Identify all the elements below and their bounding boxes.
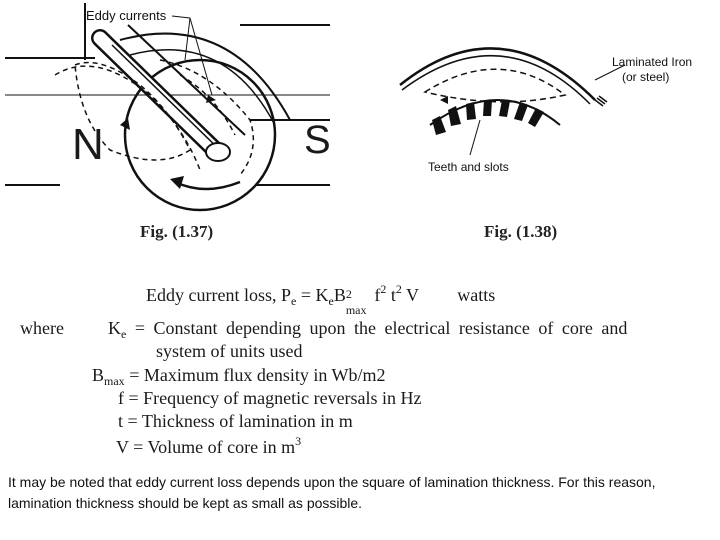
formula-b-sub: max — [345, 303, 367, 317]
def-f: f = Frequency of magnetic reversals in Hz — [118, 388, 422, 408]
def-v-sup: 3 — [295, 434, 302, 448]
def-ke — [108, 318, 627, 342]
formula-t-sup: 2 — [395, 282, 402, 296]
or-steel-label: (or steel) — [622, 70, 670, 84]
formula-pe: P — [280, 285, 291, 305]
formula-ke: K — [315, 285, 329, 305]
formula-t: t — [390, 285, 396, 305]
def-t: t = Thickness of lamination in m — [118, 411, 353, 431]
formula-ke-sub: e — [328, 294, 334, 308]
fig-1-37-caption: Fig. (1.37) — [140, 222, 214, 241]
def-bmax-text: = Maximum flux density in Wb/m2 — [129, 365, 386, 385]
def-bmax — [92, 365, 386, 389]
fig-1-38-caption: Fig. (1.38) — [484, 222, 558, 241]
formula-b: B — [333, 285, 346, 305]
def-v — [116, 434, 301, 458]
laminated-iron-label: Laminated Iron — [612, 55, 693, 69]
def-bmax-sub: max — [104, 374, 125, 388]
def-bmax-symbol: B — [92, 365, 105, 385]
pole-n-label: N — [72, 120, 104, 169]
def-v-text: V = Volume of core in m — [116, 437, 296, 457]
figure-1-38 — [390, 20, 693, 170]
teeth-slots-label: Teeth and slots — [428, 160, 509, 174]
formula-unit: watts — [457, 285, 496, 305]
formula-pe-sub: e — [291, 294, 297, 308]
formula-eq: = — [300, 285, 311, 305]
formula-f-sup: 2 — [380, 282, 387, 296]
formula-f: f — [374, 285, 381, 305]
eddy-currents-label: Eddy currents — [86, 8, 167, 23]
pole-s-label: S — [304, 118, 331, 162]
formula-v: V — [406, 285, 419, 305]
eddy-loss-formula — [146, 282, 496, 317]
lamination-note: It may be noted that eddy current loss depends upon the square of lamination thickness. For this reason, lamination thickness should be kept as small as possible. — [8, 474, 656, 511]
def-ke-symbol: K — [108, 318, 121, 338]
def-ke-text: = Constant depending upon the electrical resistance of core and — [134, 318, 628, 338]
formula-prefix: Eddy current loss, — [146, 285, 277, 305]
formula-b-sup: 2 — [345, 287, 352, 301]
figure-1-37 — [0, 0, 340, 215]
def-ke-sub: e — [121, 327, 127, 341]
def-ke-cont: system of units used — [156, 341, 303, 361]
where-label: where — [20, 318, 64, 338]
